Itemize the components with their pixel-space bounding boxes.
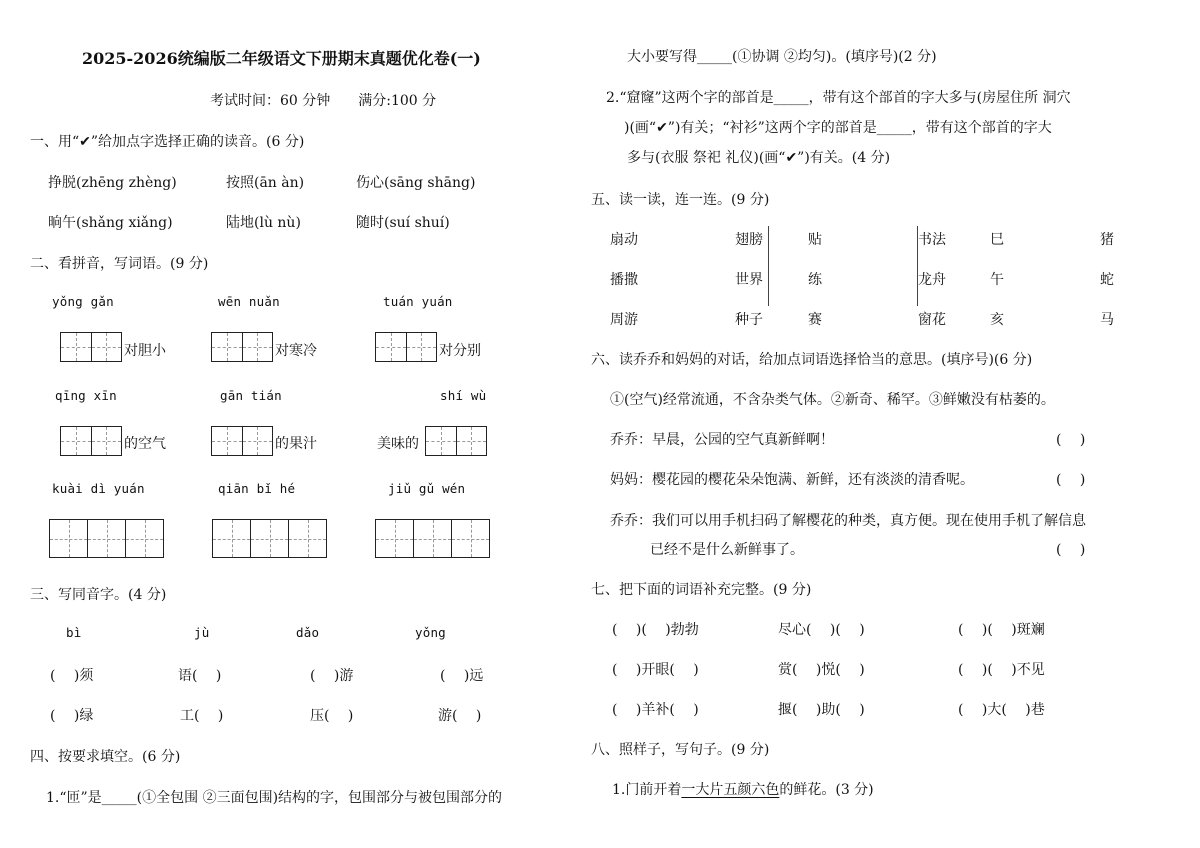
- s2-text-6: 美味的: [377, 436, 419, 452]
- s3-pinyin-4: yǒng: [415, 625, 446, 640]
- s5-c2-3[interactable]: 种子: [735, 312, 763, 328]
- s3-pinyin-3: dǎo: [296, 625, 320, 640]
- s5-c1-1[interactable]: 扇动: [610, 232, 638, 248]
- s4-q2-line3: 多与(衣服 祭祀 礼仪)(画“✔”)有关。(4 分): [627, 150, 891, 166]
- s5-c2-2[interactable]: 世界: [735, 272, 763, 288]
- s2-pinyin-2: wēn nuǎn: [218, 294, 280, 309]
- s8-q1-post: 的鲜花。(3 分): [779, 782, 874, 798]
- s6-dialog-2: 妈妈：樱花园的樱花朵朵饱满、新鲜，还有淡淡的清香呢。: [610, 472, 974, 488]
- answer-grid-qingxin[interactable]: [60, 426, 122, 456]
- s2-pinyin-5: gān tián: [220, 388, 282, 403]
- s5-c5-3[interactable]: 亥: [990, 312, 1004, 328]
- s2-pinyin-4: qīng xīn: [55, 388, 117, 403]
- divider-line: [768, 226, 769, 306]
- s5-c6-1[interactable]: 猪: [1100, 232, 1114, 248]
- s3-r2-1: ( )绿: [50, 708, 94, 724]
- answer-bracket-1[interactable]: ( ): [1056, 432, 1086, 448]
- s4-q2-line1: 2.“窟窿”这两个字的部首是_____，带有这个部首的字大多与(房屋住所 洞穴: [606, 90, 1071, 106]
- s1-item-2: 按照(ān àn): [226, 175, 305, 191]
- s2-text-4: 的空气: [124, 436, 166, 452]
- s3-r1-3: ( )游: [310, 668, 354, 684]
- s1-item-4: 晌午(shǎng xiǎng): [48, 215, 173, 231]
- s6-dialog-1: 乔乔：早晨，公园的空气真新鲜啊！: [610, 432, 834, 448]
- s8-q1-underlined: 一大片五颜六色: [681, 782, 780, 798]
- s2-text-3: 对分别: [439, 343, 481, 359]
- s5-c3-3[interactable]: 赛: [808, 312, 822, 328]
- s5-c5-1[interactable]: 巳: [990, 232, 1004, 248]
- s3-pinyin-2: jù: [194, 625, 210, 640]
- s2-text-5: 的果汁: [275, 436, 317, 452]
- s5-c6-2[interactable]: 蛇: [1100, 272, 1114, 288]
- s8-q1-pre: 1.门前开着: [612, 782, 682, 798]
- s7-item-1: ( )( )勃勃: [612, 622, 699, 638]
- s7-item-5: 赏( )悦( ): [778, 662, 865, 678]
- section-4-heading: 四、按要求填空。(6 分): [30, 749, 181, 765]
- s1-item-3: 伤心(sāng shāng): [356, 175, 476, 191]
- s7-item-8: 揠( )助( ): [778, 702, 865, 718]
- answer-bracket-3[interactable]: ( ): [1056, 542, 1086, 558]
- answer-grid-wennuan[interactable]: [211, 332, 273, 362]
- s8-q1: [612, 779, 874, 799]
- s3-r1-4: ( )远: [440, 668, 484, 684]
- s6-dialog-3-cont: 已经不是什么新鲜事了。: [650, 542, 804, 558]
- answer-grid-yonggan[interactable]: [60, 332, 122, 362]
- s1-item-1: 挣脱(zhēng zhèng): [48, 175, 177, 191]
- section-2-heading: 二、看拼音，写词语。(9 分): [30, 256, 209, 272]
- s5-c4-3[interactable]: 窗花: [918, 312, 946, 328]
- s3-r1-1: ( )须: [50, 668, 94, 684]
- section-8-heading: 八、照样子，写句子。(9 分): [591, 742, 770, 758]
- page-title: 2025-2026统编版二年级语文下册期末真题优化卷(一): [82, 49, 481, 68]
- answer-grid-jiuguwen[interactable]: [375, 519, 490, 558]
- s2-pinyin-3: tuán yuán: [383, 294, 453, 309]
- s2-pinyin-8: qiān bǐ hé: [218, 481, 296, 496]
- s7-item-2: 尽心( )( ): [778, 622, 865, 638]
- s2-pinyin-7: kuài dì yuán: [52, 481, 145, 496]
- answer-bracket-2[interactable]: ( ): [1056, 472, 1086, 488]
- s5-c1-2[interactable]: 播撒: [610, 272, 638, 288]
- s6-dialog-3: 乔乔：我们可以用手机扫码了解樱花的种类，真方便。现在使用手机了解信息: [610, 513, 1086, 529]
- s7-item-3: ( )( )斑斓: [958, 622, 1045, 638]
- answer-grid-qianbihe[interactable]: [212, 519, 327, 558]
- s2-text-1: 对胆小: [124, 343, 166, 359]
- s6-options: ①(空气)经常流通，不含杂类气体。②新奇、稀罕。③鲜嫩没有枯萎的。: [610, 392, 1055, 408]
- s3-r1-2: 语( ): [178, 668, 222, 684]
- s7-item-9: ( )大( )巷: [958, 702, 1045, 718]
- s2-pinyin-6: shí wù: [440, 388, 487, 403]
- s5-c3-1[interactable]: 贴: [808, 232, 822, 248]
- s1-item-6: 随时(suí shuí): [356, 215, 450, 231]
- s2-text-2: 对寒冷: [275, 343, 317, 359]
- section-6-heading: 六、读乔乔和妈妈的对话，给加点词语选择恰当的意思。(填序号)(6 分): [591, 352, 1033, 368]
- s5-c1-3[interactable]: 周游: [610, 312, 638, 328]
- s1-item-5: 陆地(lù nù): [226, 215, 301, 231]
- s7-item-4: ( )开眼( ): [612, 662, 699, 678]
- s5-c5-2[interactable]: 午: [990, 272, 1004, 288]
- answer-grid-kuaidiyuan[interactable]: [49, 519, 164, 558]
- answer-grid-gantian[interactable]: [211, 426, 273, 456]
- s7-item-7: ( )羊补( ): [612, 702, 699, 718]
- answer-grid-shiwu[interactable]: [425, 426, 487, 456]
- s3-r2-2: 工( ): [180, 708, 224, 724]
- section-1-heading: 一、用“✔”给加点字选择正确的读音。(6 分): [30, 134, 305, 150]
- s5-c4-2[interactable]: 龙舟: [918, 272, 946, 288]
- s5-c3-2[interactable]: 练: [808, 272, 822, 288]
- s7-item-6: ( )( )不见: [958, 662, 1045, 678]
- s5-c6-3[interactable]: 马: [1100, 312, 1114, 328]
- exam-info: 考试时间：60 分钟 满分:100 分: [210, 93, 437, 109]
- s4-q1-cont: 大小要写得_____(①协调 ②均匀)。(填序号)(2 分): [627, 49, 937, 65]
- s3-pinyin-1: bì: [66, 625, 82, 640]
- s4-q1: 1.“匝”是_____(①全包围 ②三面包围)结构的字，包围部分与被包围部分的: [46, 790, 503, 806]
- s5-c4-1[interactable]: 书法: [918, 232, 946, 248]
- s5-c2-1[interactable]: 翅膀: [735, 232, 763, 248]
- answer-grid-tuanyuan[interactable]: [375, 332, 437, 362]
- section-5-heading: 五、读一读，连一连。(9 分): [591, 192, 770, 208]
- s4-q2-line2: )(画“✔”)有关；“衬衫”这两个字的部首是_____，带有这个部首的字大: [624, 120, 1052, 136]
- s2-pinyin-9: jiǔ gǔ wén: [388, 481, 466, 496]
- s3-r2-4: 游( ): [438, 708, 482, 724]
- section-3-heading: 三、写同音字。(4 分): [30, 587, 167, 603]
- section-7-heading: 七、把下面的词语补充完整。(9 分): [591, 582, 812, 598]
- s3-r2-3: 压( ): [310, 708, 354, 724]
- s2-pinyin-1: yǒng gǎn: [52, 294, 114, 309]
